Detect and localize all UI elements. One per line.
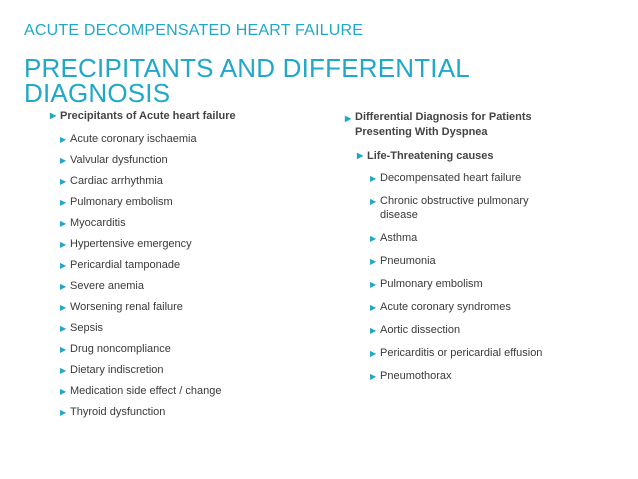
precipitant-item-text: Drug noncompliance	[70, 343, 171, 355]
differential-list-item	[370, 231, 555, 245]
precipitant-item-text: Valvular dysfunction	[70, 154, 168, 166]
triangle-bullet-icon: ▶	[345, 114, 352, 123]
differential-list-item	[370, 277, 555, 291]
precipitant-item-text: Cardiac arrhythmia	[70, 175, 163, 187]
triangle-bullet-icon: ▶	[60, 198, 67, 207]
triangle-bullet-icon: ▶	[50, 111, 57, 120]
precipitant-list-item	[60, 153, 260, 174]
triangle-bullet-icon: ▶	[370, 174, 377, 183]
life-threatening-heading: Life-Threatening causes	[367, 150, 494, 162]
precipitant-list-item	[60, 321, 260, 342]
precipitant-item-text: Dietary indiscretion	[70, 364, 164, 376]
triangle-bullet-icon: ▶	[60, 408, 67, 417]
precipitant-list-item	[60, 237, 260, 258]
precipitant-item-text: Medication side effect / change	[70, 385, 222, 397]
triangle-bullet-icon: ▶	[60, 387, 67, 396]
differential-list-item	[370, 346, 555, 360]
precipitant-item-text: Sepsis	[70, 322, 104, 334]
differential-item-text: Acute coronary syndromes	[380, 301, 511, 313]
differential-item-text: Pulmonary embolism	[380, 278, 483, 290]
differential-item-text: Asthma	[380, 232, 418, 244]
differential-list-item	[370, 369, 555, 383]
triangle-bullet-icon: ▶	[60, 324, 67, 333]
precipitant-list-item	[60, 384, 260, 405]
precipitant-item-text: Worsening renal failure	[70, 301, 183, 313]
triangle-bullet-icon: ▶	[60, 156, 67, 165]
differential-items-container	[355, 171, 575, 383]
precipitant-list-item	[60, 174, 260, 195]
differential-heading-item	[345, 110, 555, 140]
triangle-bullet-icon: ▶	[60, 177, 67, 186]
triangle-bullet-icon: ▶	[60, 135, 67, 144]
triangle-bullet-icon: ▶	[60, 261, 67, 270]
precipitant-item-text: Thyroid dysfunction	[70, 406, 166, 418]
precipitant-list-item	[60, 279, 260, 300]
triangle-bullet-icon: ▶	[370, 349, 377, 358]
triangle-bullet-icon: ▶	[370, 326, 377, 335]
differential-heading: Differential Diagnosis for Patients Presenting With Dyspnea	[355, 111, 532, 138]
page-title: PRECIPITANTS AND DIFFERENTIAL DIAGNOSIS	[24, 53, 469, 108]
differential-list-item	[370, 323, 555, 337]
triangle-bullet-icon: ▶	[60, 345, 67, 354]
differential-item-text: Aortic dissection	[380, 324, 461, 336]
triangle-bullet-icon: ▶	[370, 257, 377, 266]
precipitants-items	[60, 132, 260, 426]
precipitant-item-text: Pulmonary embolism	[70, 196, 173, 208]
triangle-bullet-icon: ▶	[370, 280, 377, 289]
differential-item-text: Pneumonia	[380, 255, 436, 267]
triangle-bullet-icon: ▶	[60, 240, 67, 249]
precipitants-list	[50, 110, 260, 426]
differential-list-item	[370, 300, 555, 314]
differential-list	[345, 110, 575, 392]
precipitant-list-item	[60, 216, 260, 237]
precipitants-heading-item	[50, 110, 260, 130]
differential-items	[355, 171, 575, 383]
precipitant-list-item	[60, 363, 260, 384]
triangle-bullet-icon: ▶	[357, 151, 364, 160]
differential-item-text: Pericarditis or pericardial effusion	[380, 347, 543, 359]
precipitants-heading: Precipitants of Acute heart failure	[60, 110, 236, 122]
precipitant-item-text: Hypertensive emergency	[70, 238, 192, 250]
triangle-bullet-icon: ▶	[370, 372, 377, 381]
precipitant-list-item	[60, 342, 260, 363]
differential-list-item	[370, 194, 555, 222]
precipitant-item-text: Pericardial tamponade	[70, 259, 181, 271]
differential-item-text: Chronic obstructive pulmonary disease	[380, 195, 529, 221]
precipitant-list-item	[60, 405, 260, 426]
section-title: ACUTE DECOMPENSATED HEART FAILURE	[24, 22, 364, 39]
triangle-bullet-icon: ▶	[60, 366, 67, 375]
triangle-bullet-icon: ▶	[370, 197, 377, 206]
triangle-bullet-icon: ▶	[370, 234, 377, 243]
precipitant-item-text: Acute coronary ischaemia	[70, 133, 197, 145]
precipitant-list-item	[60, 132, 260, 153]
triangle-bullet-icon: ▶	[60, 219, 67, 228]
life-threatening-heading-item	[357, 150, 575, 162]
differential-list-item	[370, 171, 555, 185]
precipitants-items-container	[60, 132, 260, 426]
precipitant-item-text: Severe anemia	[70, 280, 144, 292]
triangle-bullet-icon: ▶	[370, 303, 377, 312]
precipitant-list-item	[60, 300, 260, 321]
differential-list-item	[370, 254, 555, 268]
precipitant-item-text: Myocarditis	[70, 217, 126, 229]
differential-item-text: Decompensated heart failure	[380, 172, 522, 184]
triangle-bullet-icon: ▶	[60, 282, 67, 291]
differential-item-text: Pneumothorax	[380, 370, 452, 382]
precipitant-list-item	[60, 195, 260, 216]
precipitant-list-item	[60, 258, 260, 279]
triangle-bullet-icon: ▶	[60, 303, 67, 312]
